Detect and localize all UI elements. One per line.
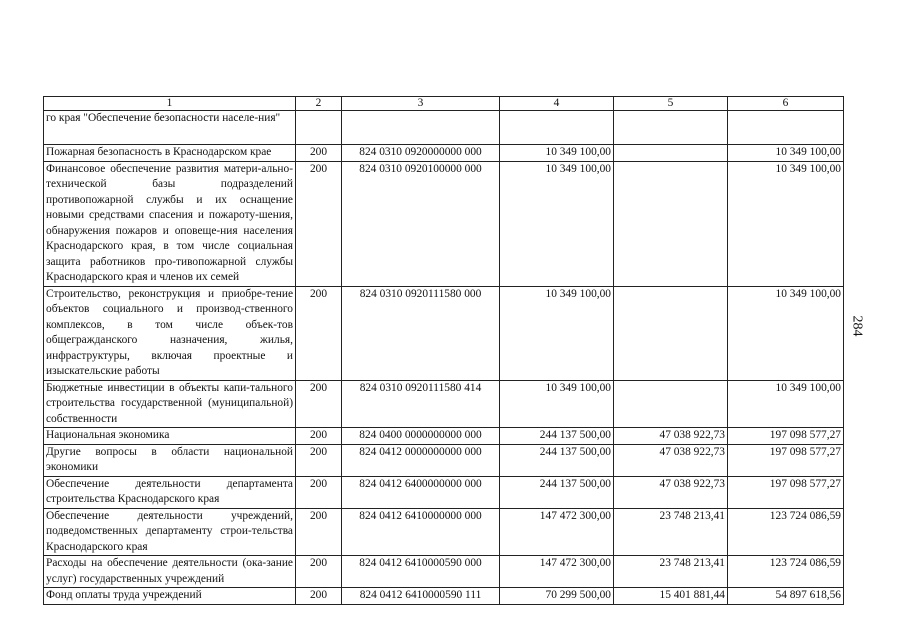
header-col-3: 3: [342, 97, 500, 111]
row-value-6: 10 349 100,00: [728, 380, 844, 428]
row-code: 200: [296, 444, 342, 476]
row-kbk: 824 0412 6410000590 111: [342, 588, 500, 605]
row-kbk: 824 0412 0000000000 000: [342, 444, 500, 476]
table-row: [44, 588, 844, 605]
row-value-4: 147 472 300,00: [500, 556, 614, 588]
row-value-5: [614, 286, 728, 380]
table-row: [44, 444, 844, 476]
row-name: Пожарная безопасность в Краснодарском крае: [44, 145, 296, 162]
row-value-6: 10 349 100,00: [728, 286, 844, 380]
row-value-4: 10 349 100,00: [500, 161, 614, 286]
row-value-4: 70 299 500,00: [500, 588, 614, 605]
row-value-5: 47 038 922,73: [614, 444, 728, 476]
row-value-5: [614, 145, 728, 162]
row-value-4: 244 137 500,00: [500, 428, 614, 445]
row-value-5: 47 038 922,73: [614, 476, 728, 508]
row-value-4: 244 137 500,00: [500, 444, 614, 476]
header-row: [44, 97, 844, 111]
row-name: Расходы на обеспечение деятельности (ока-зание услуг) государственных учреждений: [44, 556, 296, 588]
row-value-5: 15 401 881,44: [614, 588, 728, 605]
row-value-4: 244 137 500,00: [500, 476, 614, 508]
row-kbk: 824 0310 0920111580 414: [342, 380, 500, 428]
row-name: Фонд оплаты труда учреждений: [44, 588, 296, 605]
row-kbk: 824 0412 6400000000 000: [342, 476, 500, 508]
row-value-5: [614, 380, 728, 428]
row-value-6: 10 349 100,00: [728, 161, 844, 286]
row-kbk: 824 0400 0000000000 000: [342, 428, 500, 445]
row-value-6: 54 897 618,56: [728, 588, 844, 605]
row-name: го края "Обеспечение безопасности населе-ния": [44, 111, 296, 145]
row-value-4: 147 472 300,00: [500, 508, 614, 556]
row-kbk: [342, 111, 500, 145]
row-value-4: [500, 111, 614, 145]
row-value-4: 10 349 100,00: [500, 380, 614, 428]
row-name: Финансовое обеспечение развития матери-ально-технической базы подразделений противопожарной службы и их оснащение новыми средствами спасения и пожароту-шения, обнаружения пожаров и оповеще-ния населения Краснодарского края, в том числе социальная защита работников про-тивопожарной службы Краснодарского края и членов их семей: [44, 161, 296, 286]
table-row: [44, 111, 844, 145]
row-value-6: 123 724 086,59: [728, 556, 844, 588]
row-name: Обеспечение деятельности учреждений, подведомственных департаменту строи-тельства Краснодарского края: [44, 508, 296, 556]
header-col-5: 5: [614, 97, 728, 111]
row-code: 200: [296, 145, 342, 162]
row-name: Строительство, реконструкция и приобре-тение объектов социального и производ-ственного комплексов, в том числе объек-тов общегражданского назначения, жилья, инфраструктуры, включая проектные и изыскательские работы: [44, 286, 296, 380]
table-row: [44, 380, 844, 428]
row-value-5: 23 748 213,41: [614, 508, 728, 556]
row-value-5: 23 748 213,41: [614, 556, 728, 588]
row-kbk: 824 0310 0920100000 000: [342, 161, 500, 286]
row-code: 200: [296, 286, 342, 380]
row-code: 200: [296, 161, 342, 286]
table-row: [44, 476, 844, 508]
row-name: Обеспечение деятельности департамента строительства Краснодарского края: [44, 476, 296, 508]
table-row: [44, 428, 844, 445]
table-row: [44, 556, 844, 588]
row-code: 200: [296, 476, 342, 508]
table-row: [44, 508, 844, 556]
row-name: Другие вопросы в области национальной экономики: [44, 444, 296, 476]
row-name: Национальная экономика: [44, 428, 296, 445]
page-number: 284: [849, 315, 865, 337]
row-name: Бюджетные инвестиции в объекты капи-тального строительства государственной (муниципальной) собственности: [44, 380, 296, 428]
row-value-6: 197 098 577,27: [728, 444, 844, 476]
row-kbk: 824 0412 6410000590 000: [342, 556, 500, 588]
row-code: 200: [296, 508, 342, 556]
table-row: [44, 286, 844, 380]
table-row: [44, 161, 844, 286]
row-value-4: 10 349 100,00: [500, 286, 614, 380]
row-value-6: 197 098 577,27: [728, 476, 844, 508]
row-value-6: 123 724 086,59: [728, 508, 844, 556]
budget-table: [43, 96, 844, 605]
row-value-5: [614, 111, 728, 145]
row-value-5: [614, 161, 728, 286]
header-col-6: 6: [728, 97, 844, 111]
row-kbk: 824 0310 0920111580 000: [342, 286, 500, 380]
row-code: 200: [296, 428, 342, 445]
row-value-6: 10 349 100,00: [728, 145, 844, 162]
row-value-4: 10 349 100,00: [500, 145, 614, 162]
row-value-6: 197 098 577,27: [728, 428, 844, 445]
header-col-1: 1: [44, 97, 296, 111]
row-kbk: 824 0310 0920000000 000: [342, 145, 500, 162]
row-code: [296, 111, 342, 145]
row-code: 200: [296, 380, 342, 428]
row-code: 200: [296, 588, 342, 605]
row-value-6: [728, 111, 844, 145]
row-kbk: 824 0412 6410000000 000: [342, 508, 500, 556]
header-col-2: 2: [296, 97, 342, 111]
row-value-5: 47 038 922,73: [614, 428, 728, 445]
header-col-4: 4: [500, 97, 614, 111]
table-row: [44, 145, 844, 162]
row-code: 200: [296, 556, 342, 588]
